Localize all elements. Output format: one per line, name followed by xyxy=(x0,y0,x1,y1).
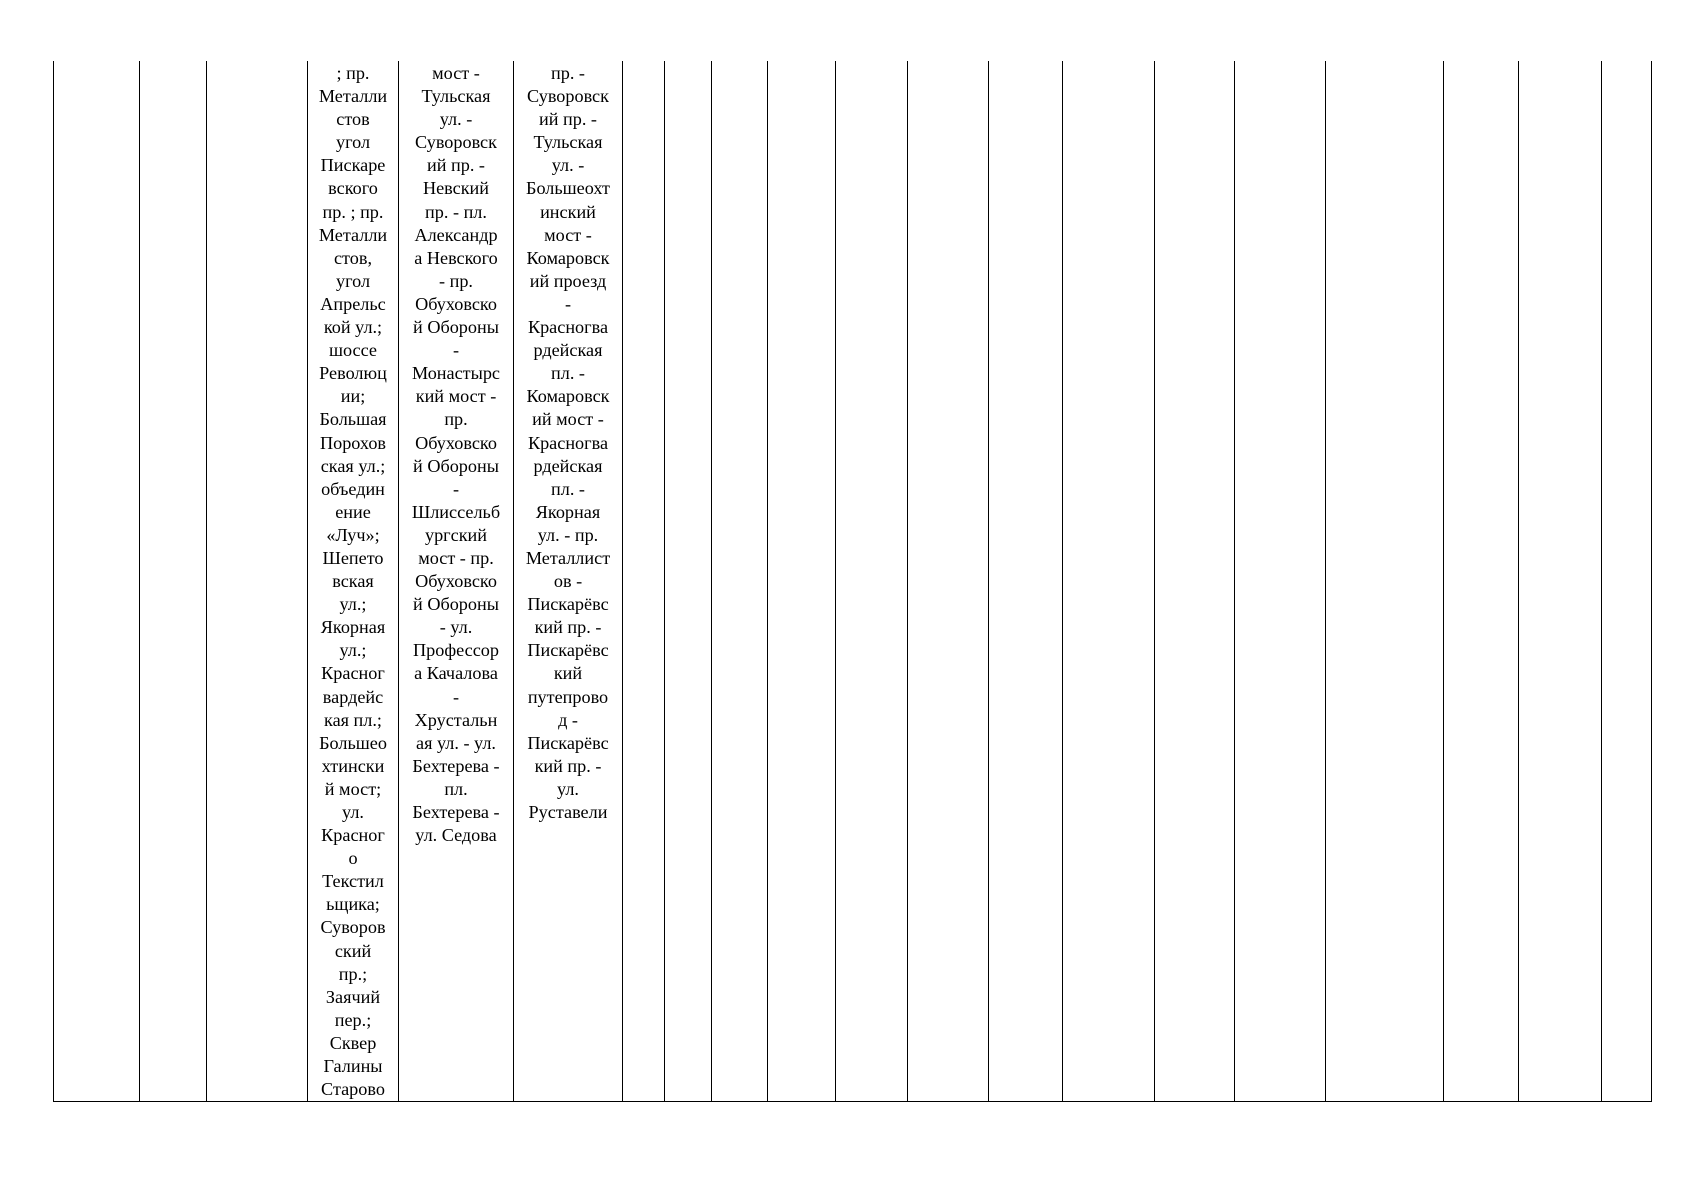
table-cell xyxy=(623,61,665,1102)
table-cell xyxy=(989,61,1063,1102)
cell-text xyxy=(989,61,1062,62)
cell-text xyxy=(1326,61,1443,62)
cell-text xyxy=(1155,61,1234,62)
table-cell xyxy=(1519,61,1602,1102)
cell-text: пр. - Суворовск ий пр. - Тульская ул. - Большеохт инский мост - Комаровск ий проезд - Красногва рдейская пл. - Комаровск ий мост - Красногва рдейская пл. - Якорная ул. - пр. Металлист ов - Пискарёвс кий пр. - Пискарёвс кий путепрово д - Пискарёвс кий пр. - ул. Руставели xyxy=(525,63,611,822)
table-cell xyxy=(1444,61,1519,1102)
cell-text xyxy=(623,61,664,62)
table-cell xyxy=(665,61,712,1102)
table-cell xyxy=(207,61,308,1102)
table-cell xyxy=(1063,61,1155,1102)
table-cell xyxy=(514,61,623,1102)
cell-text xyxy=(1444,61,1518,62)
table-cell xyxy=(712,61,768,1102)
cell-text xyxy=(908,61,988,62)
cell-text xyxy=(712,61,767,62)
cell-text xyxy=(1519,61,1601,62)
cell-text xyxy=(836,61,907,62)
table-cell xyxy=(768,61,836,1102)
cell-text xyxy=(207,61,307,62)
table-cell xyxy=(399,61,514,1102)
cell-text xyxy=(1235,61,1325,62)
cell-text xyxy=(140,61,206,62)
table-cell xyxy=(1155,61,1235,1102)
cell-text: мост - Тульская ул. - Суворовск ий пр. - Невский пр. - пл. Александр а Невского - пр. Обуховско й Обороны - Монастырс кий мост - пр. Обуховско й Обороны - Шлиссельб ургский мост - пр. Обуховско й Обороны - ул. Профессор а Качалова - Хрустальн ая ул. - ул. Бехтерева - пл. Бехтерева - ул. Седова xyxy=(411,63,501,846)
table-row xyxy=(54,61,1652,1102)
table-cell xyxy=(308,61,399,1102)
cell-text xyxy=(54,61,139,62)
table-cell xyxy=(140,61,207,1102)
table-cell xyxy=(836,61,908,1102)
table-cell xyxy=(908,61,989,1102)
cell-text xyxy=(665,61,711,62)
table-cell xyxy=(1602,61,1652,1102)
cell-text xyxy=(768,61,835,62)
cell-text xyxy=(1063,61,1154,62)
cell-text: ; пр. Металли стов угол Пискаре вского пр. ; пр. Металли стов, угол Апрельс кой ул.; шоссе Революц ии; Большая Порохов ская ул.; объедин ение «Луч»; Шепето вская ул.; Якорная ул.; Красног вардейс кая пл.; Большео хтински й мост; ул. Красног о Текстил ьщика; Суворов ский пр.; Заячий пер.; Сквер Галины Старово xyxy=(318,63,388,1100)
table-cell xyxy=(1235,61,1326,1102)
table-cell xyxy=(54,61,140,1102)
cell-text xyxy=(1602,61,1651,62)
table-cell xyxy=(1326,61,1444,1102)
continuation-table xyxy=(53,61,1652,1102)
